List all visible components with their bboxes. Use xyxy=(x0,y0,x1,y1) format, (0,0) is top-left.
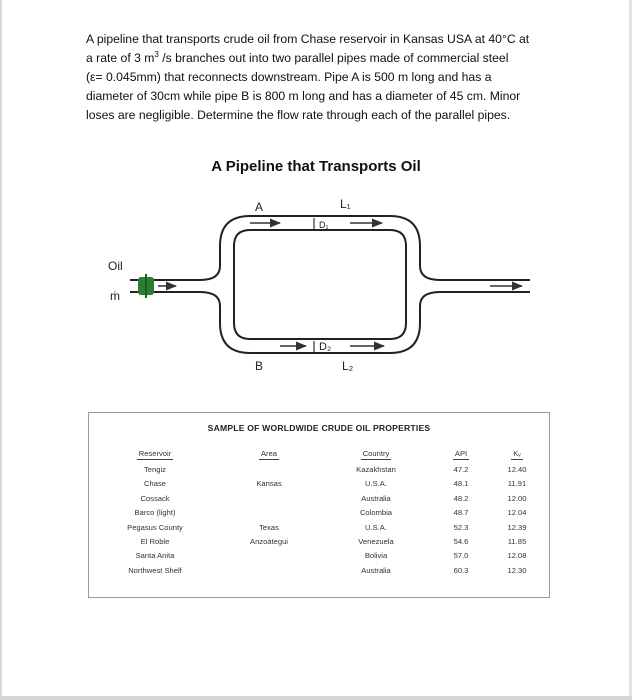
table-cell: Texas xyxy=(259,522,279,532)
table-cell: Northwest Shelf xyxy=(128,565,182,575)
table-title: SAMPLE OF WORLDWIDE CRUDE OIL PROPERTIES xyxy=(207,423,431,433)
label-oil: Oil xyxy=(108,259,123,273)
table-cell: 48.7 xyxy=(453,508,469,518)
label-d2: D₂ xyxy=(319,341,332,353)
kv-column xyxy=(497,449,537,578)
table-cell: 54.6 xyxy=(453,536,469,546)
table-cell: 12.04 xyxy=(507,508,527,518)
label-l1: L₁ xyxy=(340,197,351,211)
page-border-bottom xyxy=(0,696,632,700)
table-cell: Bolivia xyxy=(364,551,388,561)
table-cell: Venezuela xyxy=(358,536,394,546)
crude-oil-table xyxy=(88,412,550,598)
table-cell: El Roble xyxy=(140,536,170,546)
table-cell: 12.00 xyxy=(507,493,527,503)
figure-title: A Pipeline that Transports Oil xyxy=(211,158,421,175)
problem-line-3: (ε= 0.045mm) that reconnects downstream. Pipe A is 500 m long and has a xyxy=(86,70,492,84)
cubed-superscript: 3 xyxy=(154,49,159,59)
table-cell xyxy=(229,564,309,578)
table-cell: Chase xyxy=(144,479,166,489)
table-cell: 12.40 xyxy=(507,465,527,474)
table-cell xyxy=(229,549,309,563)
table-cell: 11.85 xyxy=(507,536,527,546)
table-cell: Colombia xyxy=(359,508,393,518)
label-pipe-a: A xyxy=(255,200,264,214)
table-cell: Australia xyxy=(361,565,391,575)
problem-line-4: diameter of 30cm while pipe B is 800 m long and has a diameter of 45 cm. Minor xyxy=(86,89,521,103)
table-cell: 57.0 xyxy=(453,551,469,561)
label-l2: L₂ xyxy=(342,359,354,373)
reservoir-header: Reservoir xyxy=(138,449,172,458)
table-cell: Kazakhstan xyxy=(356,465,396,474)
area-header: Area xyxy=(260,449,278,458)
inlet-pipe xyxy=(130,216,530,280)
label-d1: D₁ xyxy=(319,220,329,230)
country-column xyxy=(321,449,431,578)
label-mdot: ṁ xyxy=(110,289,120,303)
table-cell xyxy=(229,492,309,506)
api-header: API xyxy=(454,449,468,458)
table-cell: Anzoátegui xyxy=(250,536,288,546)
problem-line-2-start: a rate of 3 m xyxy=(86,51,155,65)
problem-line-1: A pipeline that transports crude oil from Chase reservoir in Kansas USA at 40°C at xyxy=(86,32,530,46)
problem-line-2 xyxy=(86,49,556,68)
table-cell xyxy=(229,506,309,520)
problem-statement xyxy=(86,30,556,125)
pipeline-diagram xyxy=(100,188,550,378)
problem-line-5: loses are negligible. Determine the flow rate through each of the parallel pipes. xyxy=(86,108,511,122)
page-border-left xyxy=(0,0,2,700)
api-column xyxy=(441,449,481,578)
table-cell: 48.1 xyxy=(453,479,469,489)
table-cell: Barco (light) xyxy=(134,508,176,518)
table-cell: 52.3 xyxy=(453,522,469,532)
table-cell: 47.2 xyxy=(453,465,469,474)
table-cell: Cossack xyxy=(140,493,170,503)
table-cell xyxy=(229,463,309,477)
table-cell: 12.39 xyxy=(507,522,527,532)
table-cell: Pegasus County xyxy=(127,522,183,532)
table-cell: 12.30 xyxy=(507,565,527,575)
country-header: Country xyxy=(362,449,390,458)
table-cell: U.S.A. xyxy=(365,522,387,532)
kv-header: Kᵥ xyxy=(513,449,521,458)
label-pipe-b: B xyxy=(255,359,264,373)
table-cell: 48.2 xyxy=(453,493,469,503)
table-cell: U.S.A. xyxy=(365,479,387,489)
table-cell: Australia xyxy=(361,493,391,503)
inner-loop xyxy=(234,230,406,339)
problem-line-2-rest: /s branches out into two parallel pipes made of commercial steel xyxy=(158,51,509,65)
table-cell: Tengiz xyxy=(144,465,166,474)
reservoir-column xyxy=(107,449,203,578)
table-cell: 60.3 xyxy=(453,565,469,575)
area-column xyxy=(229,449,309,578)
table-cell: 11.91 xyxy=(507,479,527,489)
table-cell: Kansas xyxy=(256,479,282,489)
table-cell: Santa Anita xyxy=(135,551,175,561)
table-cell: 12.08 xyxy=(507,551,527,561)
